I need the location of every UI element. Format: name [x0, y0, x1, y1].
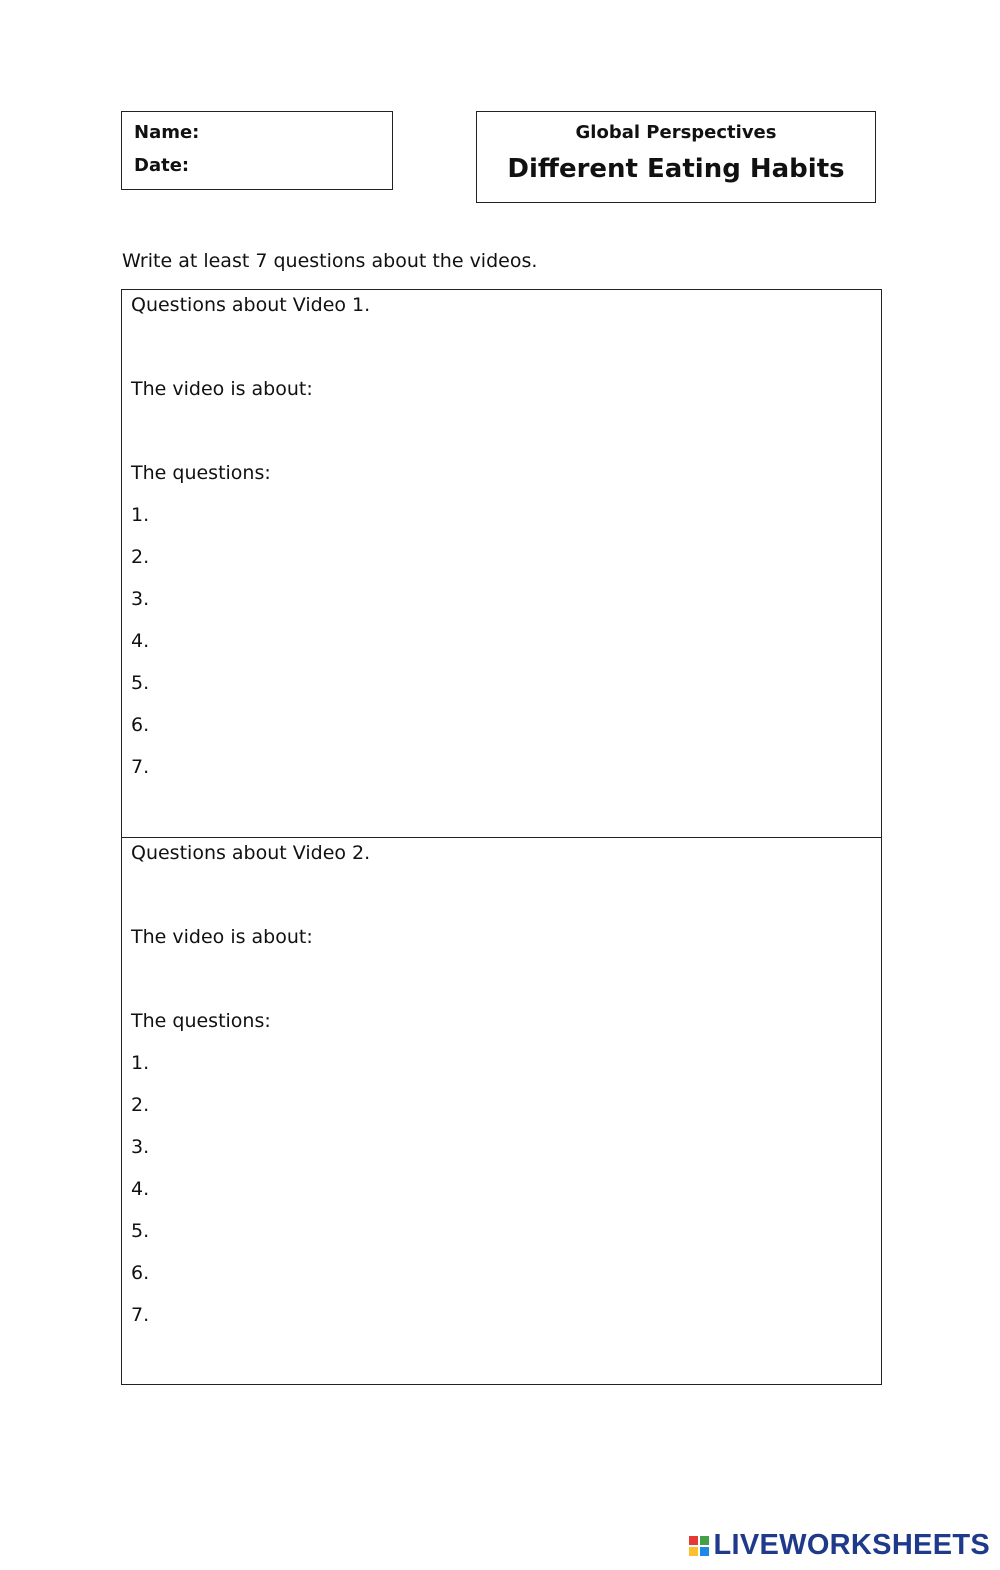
video-2-heading: Questions about Video 2. — [131, 842, 371, 864]
video-1-questions-label: The questions: — [131, 462, 271, 484]
title-box — [476, 111, 876, 203]
video-2-question-number: 7. — [131, 1304, 150, 1326]
instruction-text: Write at least 7 questions about the videos. — [122, 250, 538, 272]
video-1-question-number: 4. — [131, 630, 150, 652]
video-1-question-number: 3. — [131, 588, 150, 610]
liveworksheets-logo[interactable] — [689, 1529, 991, 1562]
video-2-questions-label: The questions: — [131, 1010, 271, 1032]
video-1-heading: Questions about Video 1. — [131, 294, 371, 316]
questions-table — [121, 289, 882, 1385]
video-1-question-number: 1. — [131, 504, 150, 526]
video-2-question-number: 2. — [131, 1094, 150, 1116]
video-2-question-number: 4. — [131, 1178, 150, 1200]
subject-label: Global Perspectives — [575, 122, 777, 143]
video-1-question-number: 2. — [131, 546, 150, 568]
video-2-question-number: 5. — [131, 1220, 150, 1242]
name-date-box — [121, 111, 393, 190]
video-2-question-number: 1. — [131, 1052, 150, 1074]
worksheet-title: Different Eating Habits — [507, 154, 845, 184]
logo-squares-icon — [689, 1536, 709, 1556]
logo-wordmark: LIVEWORKSHEETS — [713, 1529, 990, 1561]
video-1-question-number: 7. — [131, 756, 150, 778]
section-divider — [122, 837, 881, 838]
video-1-question-number: 6. — [131, 714, 150, 736]
video-2-question-number: 3. — [131, 1136, 150, 1158]
video-2-question-number: 6. — [131, 1262, 150, 1284]
video-1-question-number: 5. — [131, 672, 150, 694]
video-1-about-label: The video is about: — [131, 378, 313, 400]
name-label: Name: — [134, 122, 200, 143]
video-2-about-label: The video is about: — [131, 926, 313, 948]
date-label: Date: — [134, 155, 190, 176]
